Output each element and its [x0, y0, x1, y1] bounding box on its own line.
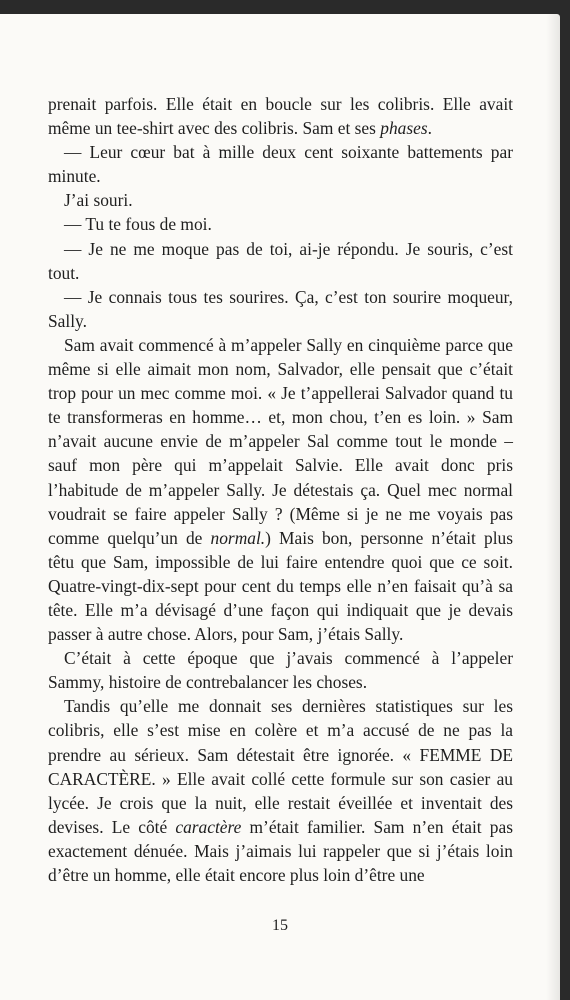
page-body-text	[48, 92, 513, 887]
paragraph	[48, 694, 513, 887]
text-run: Tandis qu’elle me donnait ses dernières statistiques sur les colibris, elle s’est mise en colère et m’a accusé de ne pas la prendre au sérieux. Sam détestait être ignorée. « FEMME DE CARACTÈRE. » Elle avait collé cette formule sur son casier au lycée. Je crois que la nuit, elle restait éveillée et inventait des devises. Le côté	[48, 696, 513, 837]
text-run: — Tu te fous de moi.	[64, 214, 212, 235]
text-run: .	[427, 118, 432, 139]
paragraph	[48, 237, 513, 285]
paragraph	[48, 188, 513, 212]
paragraph	[48, 212, 513, 236]
book-page	[0, 14, 560, 1000]
text-run: — Je ne me moque pas de toi, ai-je répondu. Je souris, c’est tout.	[48, 238, 513, 283]
text-run: prenait parfois. Elle était en boucle sur les colibris. Elle avait même un tee-shirt avec des colibris. Sam et ses	[48, 94, 513, 139]
text-run: — Leur cœur bat à mille deux cent soixante battements par minute.	[48, 142, 513, 187]
text-run: J’ai souri.	[64, 190, 133, 211]
italic-text-run: normal.	[210, 527, 266, 548]
paragraph	[48, 92, 513, 140]
paragraph	[48, 333, 513, 646]
page-number: 15	[272, 917, 288, 934]
text-run: C’était à cette époque que j’avais commencé à l’appeler Sammy, histoire de contrebalancer les choses.	[48, 648, 513, 693]
text-run: m’était familier. Sam n’en était pas exactement dénuée. Mais j’aimais lui rappeler que si j’étais loin d’être un homme, elle était encore plus loin d’être une	[48, 816, 513, 885]
paragraph	[48, 285, 513, 333]
paragraph	[48, 646, 513, 694]
paragraph	[48, 140, 513, 188]
italic-text-run: phases	[380, 118, 428, 139]
text-run: Sam avait commencé à m’appeler Sally en cinquième parce que même si elle aimait mon nom, Salvador, elle pensait que c’était trop pour un mec comme moi. « Je t’appellerai Salvador quand tu te transformeras en homme… et, mon chou, t’en es loin. » Sam n’avait aucune envie de m’appeler Sal comme tout le monde – sauf mon père qui m’appelait Salvie. Elle avait donc pris l’habitude de m’appeler Sally. Je détestais ça. Quel mec normal voudrait se faire appeler Sally ? (Même si je ne me voyais pas comme quelqu’un de	[48, 334, 513, 548]
italic-text-run: caractère	[175, 816, 242, 837]
text-run: ) Mais bon, personne n’était plus têtu que Sam, impossible de lui faire entendre quoi que ce soit. Quatre-vingt-dix-sept pour cent du temps elle n’en faisait qu’à sa tête. Elle m’a dévisagé d’une façon qui indiquait que je devais passer à autre chose. Alors, pour Sam, j’étais Sally.	[48, 527, 513, 645]
text-run: — Je connais tous tes sourires. Ça, c’est ton sourire moqueur, Sally.	[48, 286, 513, 331]
